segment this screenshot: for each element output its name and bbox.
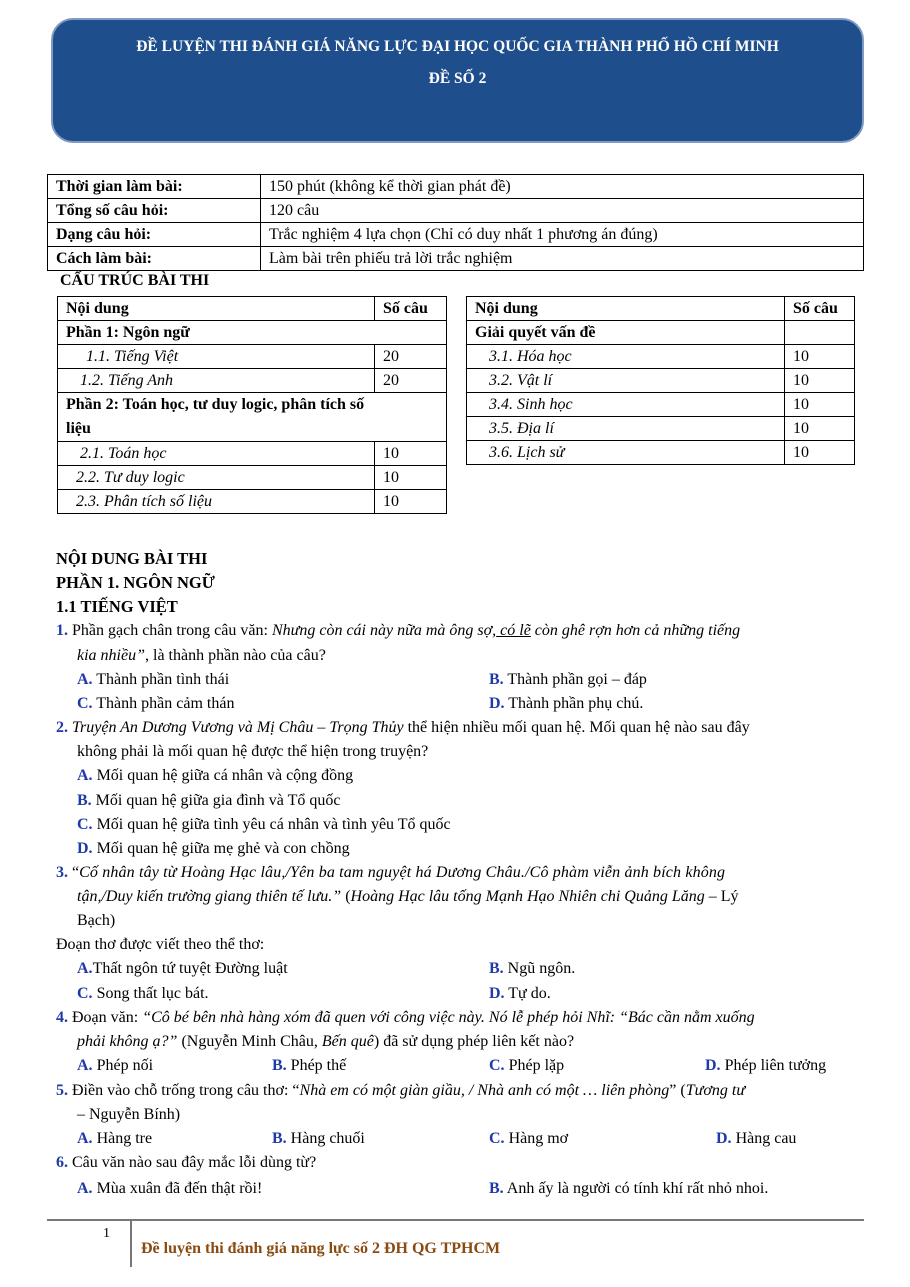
question-number: 1. [56,622,68,639]
question-text: – Lý [704,888,739,905]
question-3-author: Bạch) [77,912,116,929]
option-d [489,985,551,1003]
option-letter: D. [489,985,505,1002]
subject-name: 2.3. Phân tích số liệu [58,490,375,514]
option-c [489,1130,568,1148]
question-number: 6. [56,1154,68,1171]
option-text: Hàng mơ [508,1130,569,1147]
option-b [489,1180,768,1198]
table-row [48,223,864,247]
option-c [489,1057,564,1075]
option-text: Phép nối [96,1057,154,1074]
subject-name: 2.1. Toán học [58,442,375,466]
option-a [77,767,353,785]
option-text: Ngũ ngôn. [507,960,576,977]
table-row [48,175,864,199]
question-3-prompt: Đoạn thơ được viết theo thể thơ: [56,936,265,953]
subject-name: 2.2. Tư duy logic [58,466,375,490]
question-count: 20 [375,345,447,369]
poem-text: Cố nhân tây từ Hoàng Hạc lâu,/Yên ba tam nguyệt há Dương Châu./Cô phàm viễn ảnh bích không [79,864,726,881]
table-row [58,369,447,393]
question-count: 10 [375,466,447,490]
info-label: Cách làm bài: [48,247,261,271]
info-label: Dạng câu hỏi: [48,223,261,247]
subject-name: 3.2. Vật lí [467,369,785,393]
option-letter: A. [77,1057,93,1074]
title-banner [51,18,864,143]
subject-name: 3.6. Lịch sử [467,441,785,465]
option-text: Song thất lục bát. [96,985,209,1002]
option-letter: B. [77,792,92,809]
option-letter: A. [77,767,93,784]
question-text: ) đã sử dụng phép liên kết nào? [373,1033,575,1050]
option-letter: A. [77,671,93,688]
table-row [467,345,855,369]
info-value: Trắc nghiệm 4 lựa chọn (Chỉ có duy nhất 1 phương án đúng) [261,223,864,247]
structure-table-left [57,296,447,514]
question-text: Đoạn văn: [68,1009,143,1026]
work-title: Bến quê [321,1033,374,1050]
table-row [467,393,855,417]
table-row [467,417,855,441]
option-a [77,671,229,689]
question-6 [56,1154,316,1172]
info-label: Tổng số câu hỏi: [48,199,261,223]
question-count: 10 [375,442,447,466]
question-count: 10 [785,345,855,369]
table-row [58,321,447,345]
option-b [489,671,647,689]
quote-text: phải không ạ?” [77,1033,178,1050]
option-b [77,792,340,810]
question-count: 10 [785,441,855,465]
table-header-row [467,297,855,321]
option-letter: C. [489,1057,505,1074]
subject-name: 3.5. Địa lí [467,417,785,441]
option-text: Thất ngôn tứ tuyệt Đường luật [92,960,288,977]
question-text: ” ( [669,1082,686,1099]
option-a [77,1130,152,1148]
subject-name: 1.1. Tiếng Việt [58,345,375,369]
question-text: (Nguyễn Minh Châu, [177,1033,322,1050]
subject-name: 1.2. Tiếng Anh [58,369,375,393]
question-text: còn ghê rợn hơn cả những tiếng [530,622,741,639]
footer-divider [47,1219,864,1221]
question-4-cont [77,1033,574,1051]
option-letter: D. [716,1130,732,1147]
column-header: Nội dung [58,297,375,321]
question-number: 3. [56,864,68,881]
question-4 [56,1009,755,1027]
poem-source: Tương tư [685,1082,746,1099]
table-row [48,247,864,271]
option-c [77,816,451,834]
table-header-row [58,297,447,321]
option-text: Hàng tre [96,1130,153,1147]
question-count: 10 [785,369,855,393]
info-value: Làm bài trên phiếu trả lời trắc nghiệm [261,247,864,271]
question-number: 5. [56,1082,68,1099]
question-text: ( [341,888,351,905]
question-number: 4. [56,1009,68,1026]
subsection-heading: 1.1 TIẾNG VIỆT [56,597,178,616]
option-d [716,1130,796,1148]
poem-text: tận,/Duy kiến trường giang thiên tế lưu.” [77,888,342,905]
table-row [467,369,855,393]
structure-table-right [466,296,855,465]
option-letter: B. [272,1057,287,1074]
exam-info-table [47,174,864,271]
option-letter: B. [489,960,504,977]
option-d [489,695,643,713]
option-letter: C. [489,1130,505,1147]
table-row [48,199,864,223]
section-heading: NỘI DUNG BÀI THI [56,549,208,568]
question-count: 10 [785,417,855,441]
option-text: Mối quan hệ giữa cá nhân và cộng đồng [96,767,354,784]
question-3-cont [77,888,739,906]
option-b [272,1057,346,1075]
part-heading: Giải quyết vấn đề [467,321,785,345]
footer-vertical-divider [130,1221,132,1267]
option-letter: D. [489,695,505,712]
question-text: Truyện An Dương Vương và Mị Châu – Trọng Thủy [68,719,404,736]
option-c [77,695,234,713]
option-text: Phép thế [290,1057,347,1074]
option-letter: C. [77,816,93,833]
table-row [58,393,447,442]
footer-title: Đề luyện thi đánh giá năng lực số 2 ĐH QG TPHCM [141,1240,501,1257]
table-row [58,490,447,514]
exam-number: ĐỀ SỐ 2 [428,70,487,87]
page-number: 1 [103,1226,110,1241]
option-d [705,1057,826,1075]
option-text: Mối quan hệ giữa gia đình và Tổ quốc [95,792,341,809]
question-1 [56,622,740,640]
poem-text: Nhà em có một giàn giầu, / Nhà anh có một … liên phòng [299,1082,670,1099]
option-a [77,960,288,978]
empty-cell [785,321,855,345]
part-heading-line: liệu [66,420,91,437]
option-text: Thành phần gọi – đáp [507,671,647,688]
option-a [77,1180,262,1198]
question-2 [56,719,750,737]
option-text: Anh ấy là người có tính khí rất nhỏ nhoi. [506,1180,769,1197]
option-letter: D. [77,840,93,857]
question-text: Điền vào chỗ trống trong câu thơ: “ [68,1082,300,1099]
option-letter: B. [272,1130,287,1147]
exam-title: ĐỀ LUYỆN THI ĐÁNH GIÁ NĂNG LỰC ĐẠI HỌC QUỐC GIA THÀNH PHỐ HỒ CHÍ MINH [136,38,779,55]
question-text: Câu văn nào sau đây mắc lỗi dùng từ? [68,1154,317,1171]
column-header: Nội dung [467,297,785,321]
option-letter: C. [77,985,93,1002]
info-value: 120 câu [261,199,864,223]
option-text: Mối quan hệ giữa tình yêu cá nhân và tình yêu Tổ quốc [96,816,451,833]
question-count: 20 [375,369,447,393]
option-letter: D. [705,1057,721,1074]
option-letter: B. [489,1180,504,1197]
question-2-cont: không phải là mối quan hệ được thể hiện trong truyện? [77,743,429,760]
table-row [58,466,447,490]
table-row [58,345,447,369]
option-text: Mối quan hệ giữa mẹ ghẻ và con chồng [96,840,350,857]
option-text: Phép liên tưởng [724,1057,827,1074]
question-text: Phần gạch chân trong câu văn: [68,622,272,639]
info-value: 150 phút (không kể thời gian phát đề) [261,175,864,199]
question-text: kia nhiều” [77,647,145,664]
part-heading: Phần 1: Ngôn ngữ [58,321,447,345]
option-b [489,960,575,978]
option-text: Thành phần tình thái [96,671,230,688]
column-header: Số câu [785,297,855,321]
structure-title: CẤU TRÚC BÀI THI [60,272,210,289]
option-b [272,1130,365,1148]
info-label: Thời gian làm bài: [48,175,261,199]
option-text: Hàng cau [735,1130,797,1147]
question-count: 10 [785,393,855,417]
part-heading [58,393,447,442]
part-heading-line: Phần 2: Toán học, tư duy logic, phân tích số [66,396,365,413]
option-letter: A. [77,960,93,977]
option-text: Thành phần phụ chú. [508,695,644,712]
table-row [467,441,855,465]
option-d [77,840,350,858]
option-text: Mùa xuân đã đến thật rồi! [96,1180,263,1197]
question-3 [56,864,725,882]
option-a [77,1057,153,1075]
question-5 [56,1082,745,1100]
option-text: Hàng chuối [290,1130,365,1147]
question-text: thể hiện nhiều mối quan hệ. Mối quan hệ nào sau đây [403,719,750,736]
part-heading: PHẦN 1. NGÔN NGỮ [56,573,215,592]
poem-source: Hoàng Hạc lâu tống Mạnh Hạo Nhiên chi Quảng Lăng [350,888,705,905]
option-text: Tự do. [508,985,551,1002]
question-text: “ [68,864,80,881]
question-1-cont [77,647,326,665]
option-letter: B. [489,671,504,688]
option-text: Thành phần cảm thán [96,695,235,712]
question-text: Nhưng còn cái này nữa mà ông sợ, [271,622,497,639]
option-c [77,985,209,1003]
question-text: , là thành phần nào của câu? [145,647,326,664]
column-header: Số câu [375,297,447,321]
subject-name: 3.1. Hóa học [467,345,785,369]
question-5-cont: – Nguyễn Bính) [77,1106,181,1123]
quote-text: “Cô bé bên nhà hàng xóm đã quen với công việc này. Nó lễ phép hỏi Nhĩ: “Bác cần nằm xuống [142,1009,755,1026]
option-letter: A. [77,1180,93,1197]
option-letter: C. [77,695,93,712]
table-row [467,321,855,345]
option-text: Phép lặp [508,1057,565,1074]
subject-name: 3.4. Sinh học [467,393,785,417]
option-letter: A. [77,1130,93,1147]
table-row [58,442,447,466]
underlined-phrase: có lẽ [496,622,531,639]
question-number: 2. [56,719,68,736]
question-count: 10 [375,490,447,514]
